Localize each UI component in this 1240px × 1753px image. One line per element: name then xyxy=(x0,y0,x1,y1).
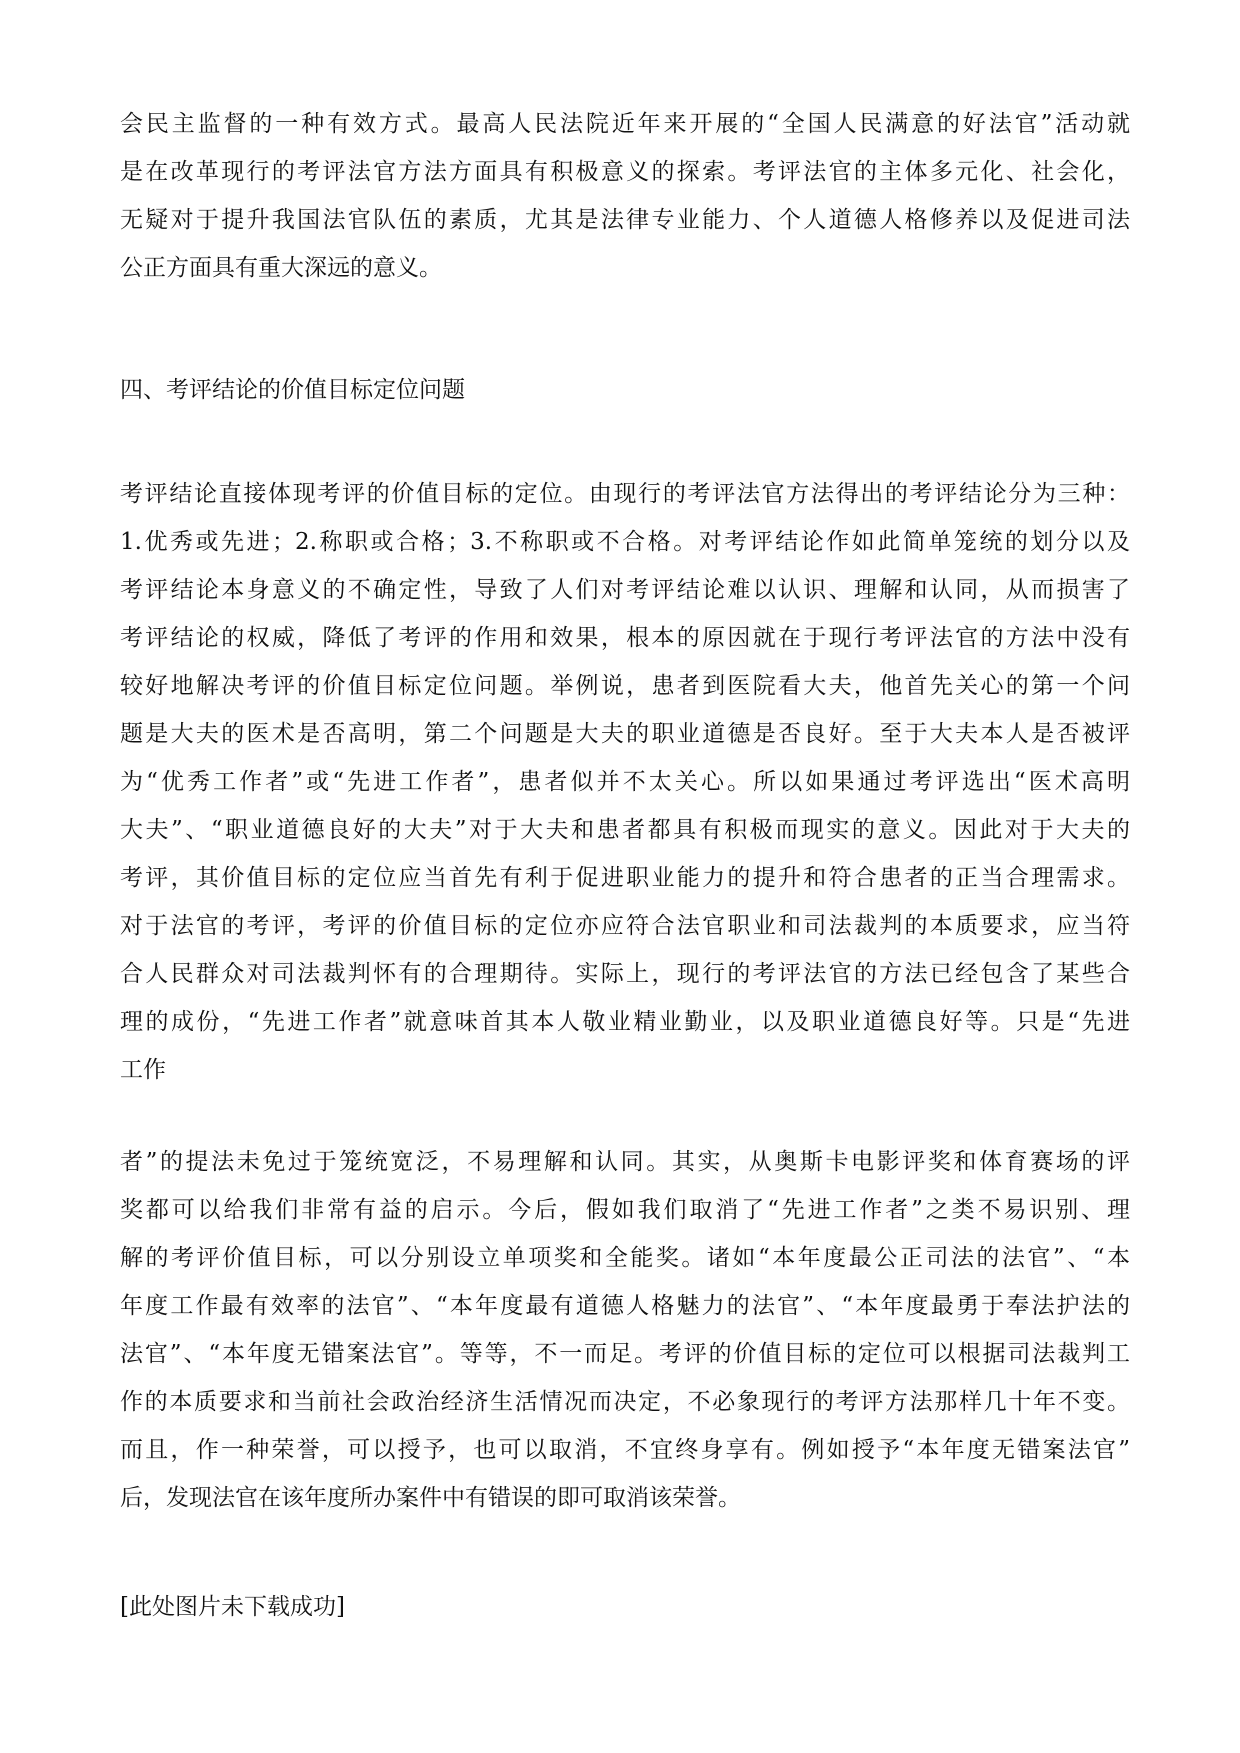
section-heading xyxy=(120,366,1130,414)
section-heading-text: 四、考评结论的价值目标定位问题 xyxy=(120,377,465,403)
paragraph-line: 理的成份，“先进工作者”就意味首其本人敬业精业勤业，以及职业道德良好等。只是“先进 xyxy=(120,1009,1130,1035)
paragraph-line: 1.优秀或先进；2.称职或合格；3.不称职或不合格。对考评结论作如此简单笼统的划分以及 xyxy=(120,529,1130,555)
paragraph-line: 较好地解决考评的价值目标定位问题。举例说，患者到医院看大夫，他首先关心的第一个问 xyxy=(120,673,1130,699)
paragraph-line: 大夫”、“职业道德良好的大夫”对于大夫和患者都具有积极而现实的意义。因此对于大夫的 xyxy=(120,817,1130,843)
paragraph-line: 作的本质要求和当前社会政治经济生活情况而决定，不必象现行的考评方法那样几十年不变。 xyxy=(120,1389,1130,1415)
paragraph-line: 而且，作一种荣誉，可以授予，也可以取消，不宜终身享有。例如授予“本年度无错案法官” xyxy=(120,1437,1130,1463)
paragraph-line: 工作 xyxy=(120,1057,166,1083)
paragraph-line: 法官”、“本年度无错案法官”。等等，不一而足。考评的价值目标的定位可以根据司法裁判工 xyxy=(120,1341,1130,1367)
paragraph-line: 后，发现法官在该年度所办案件中有错误的即可取消该荣誉。 xyxy=(120,1485,741,1511)
paragraph-line: 考评，其价值目标的定位应当首先有利于促进职业能力的提升和符合患者的正当合理需求。 xyxy=(120,865,1130,891)
paragraph-line: 考评结论直接体现考评的价值目标的定位。由现行的考评法官方法得出的考评结论分为三种： xyxy=(120,481,1130,507)
paragraph-line: 合人民群众对司法裁判怀有的合理期待。实际上，现行的考评法官的方法已经包含了某些合 xyxy=(120,961,1130,987)
paragraph-line: 为“优秀工作者”或“先进工作者”，患者似并不太关心。所以如果通过考评选出“医术高明 xyxy=(120,769,1130,795)
image-placeholder xyxy=(120,1583,1130,1631)
paragraph-line: 会民主监督的一种有效方式。最高人民法院近年来开展的“全国人民满意的好法官”活动就 xyxy=(120,111,1130,137)
paragraph-line: 公正方面具有重大深远的意义。 xyxy=(120,255,442,281)
image-placeholder-text: [此处图片未下载成功] xyxy=(120,1594,345,1620)
paragraph-line: 解的考评价值目标，可以分别设立单项奖和全能奖。诸如“本年度最公正司法的法官”、“本 xyxy=(120,1245,1130,1271)
paragraph-line: 考评结论本身意义的不确定性，导致了人们对考评结论难以认识、理解和认同，从而损害了 xyxy=(120,577,1130,603)
paragraph-1 xyxy=(120,100,1130,292)
paragraph-3 xyxy=(120,1138,1130,1522)
paragraph-line: 是在改革现行的考评法官方法方面具有积极意义的探索。考评法官的主体多元化、社会化， xyxy=(120,159,1130,185)
paragraph-line: 题是大夫的医术是否高明，第二个问题是大夫的职业道德是否良好。至于大夫本人是否被评 xyxy=(120,721,1130,747)
paragraph-2 xyxy=(120,470,1130,1094)
paragraph-line: 年度工作最有效率的法官”、“本年度最有道德人格魅力的法官”、“本年度最勇于奉法护法的 xyxy=(120,1293,1130,1319)
paragraph-line: 考评结论的权威，降低了考评的作用和效果，根本的原因就在于现行考评法官的方法中没有 xyxy=(120,625,1130,651)
paragraph-line: 奖都可以给我们非常有益的启示。今后，假如我们取消了“先进工作者”之类不易识别、理 xyxy=(120,1197,1130,1223)
paragraph-line: 无疑对于提升我国法官队伍的素质，尤其是法律专业能力、个人道德人格修养以及促进司法 xyxy=(120,207,1130,233)
paragraph-line: 对于法官的考评，考评的价值目标的定位亦应符合法官职业和司法裁判的本质要求，应当符 xyxy=(120,913,1130,939)
paragraph-line: 者”的提法未免过于笼统宽泛，不易理解和认同。其实，从奥斯卡电影评奖和体育赛场的评 xyxy=(120,1149,1130,1175)
